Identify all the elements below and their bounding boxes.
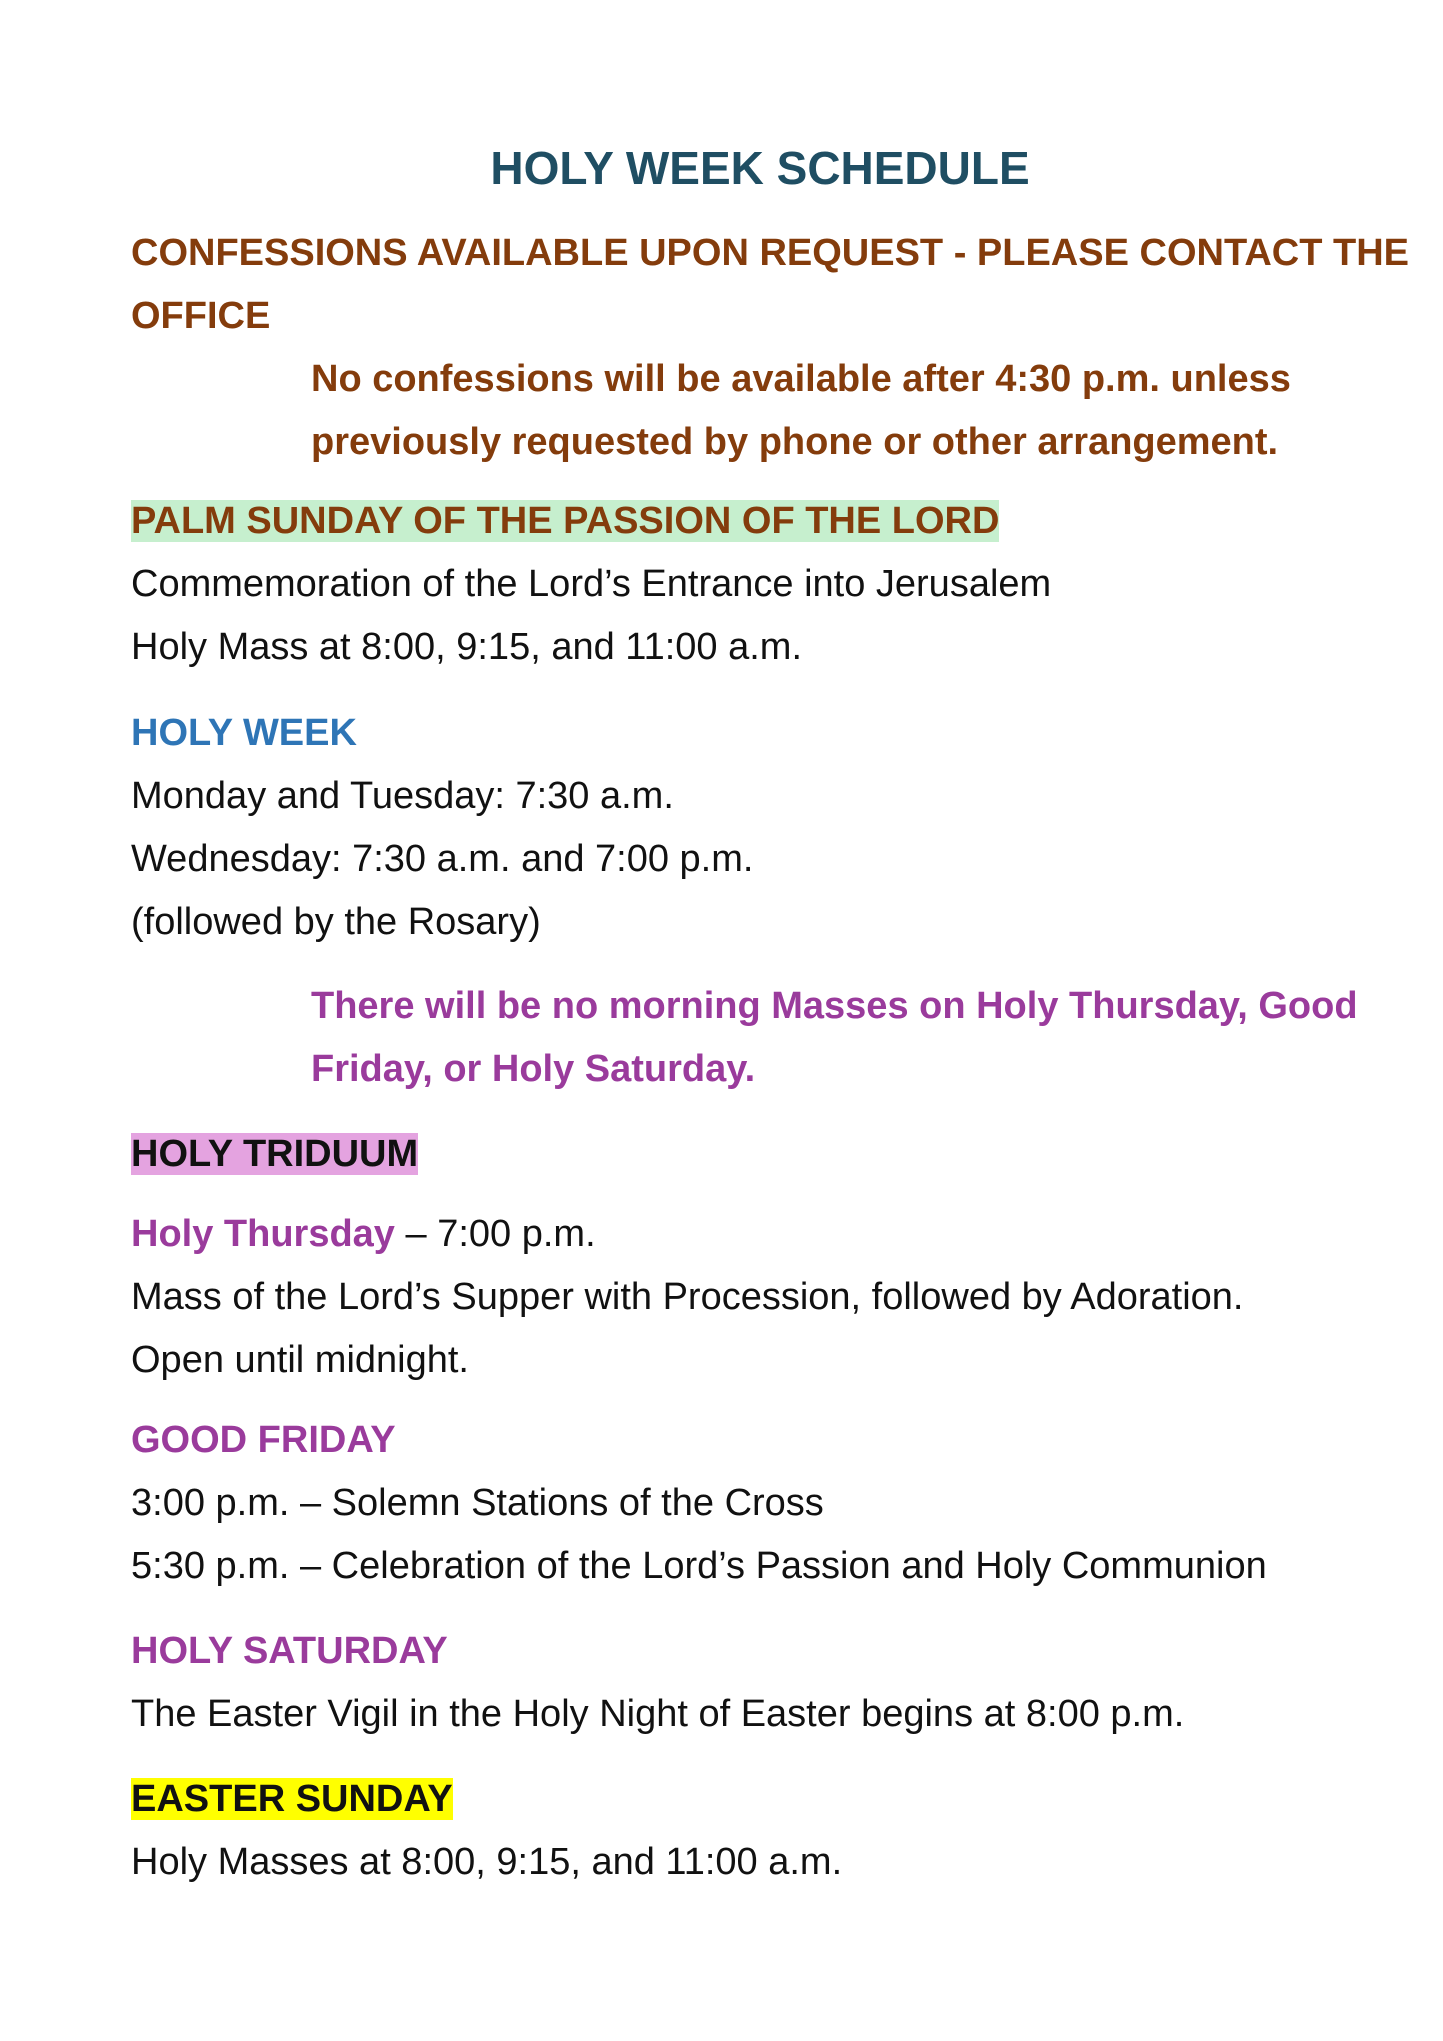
page-title: HOLY WEEK SCHEDULE [490,142,1030,194]
palm-sunday-heading-text: PALM SUNDAY OF THE PASSION OF THE LORD [131,500,1000,542]
palm-sunday-heading [131,498,999,544]
palm-sunday-line-2: Holy Mass at 8:00, 9:15, and 11:00 a.m. [131,626,803,668]
confessions-note-line-2: previously requested by phone or other arrangement. [311,421,1279,463]
holy-saturday-heading: HOLY SATURDAY [131,1630,448,1672]
good-friday-heading: GOOD FRIDAY [131,1419,396,1461]
holy-week-line-3: (followed by the Rosary) [131,901,541,943]
holy-week-note-line-1: There will be no morning Masses on Holy Thursday, Good [311,985,1358,1027]
holy-week-note-line-2: Friday, or Holy Saturday. [311,1048,756,1090]
holy-thursday-desc-line-1: Mass of the Lord’s Supper with Procession, followed by Adoration. [131,1276,1244,1318]
easter-sunday-heading-text: EASTER SUNDAY [131,1778,453,1820]
holy-thursday-time: – 7:00 p.m. [394,1213,596,1255]
easter-sunday-heading [131,1776,453,1822]
confessions-heading-line-2: OFFICE [131,295,271,337]
holy-thursday-desc-line-2: Open until midnight. [131,1339,469,1381]
holy-week-line-1: Monday and Tuesday: 7:30 a.m. [131,775,674,817]
triduum-heading-text: HOLY TRIDUUM [131,1133,419,1175]
good-friday-line-1: 3:00 p.m. – Solemn Stations of the Cross [131,1482,824,1524]
easter-sunday-line-1: Holy Masses at 8:00, 9:15, and 11:00 a.m. [131,1841,843,1883]
good-friday-line-2: 5:30 p.m. – Celebration of the Lord’s Passion and Holy Communion [131,1545,1267,1587]
holy-week-line-2: Wednesday: 7:30 a.m. and 7:00 p.m. [131,838,754,880]
holy-thursday-line [131,1211,596,1257]
confessions-note-line-1: No confessions will be available after 4:30 p.m. unless [311,358,1291,400]
holy-thursday-label: Holy Thursday [131,1213,395,1255]
confessions-heading-line-1: CONFESSIONS AVAILABLE UPON REQUEST - PLEASE CONTACT THE [131,232,1409,274]
holy-week-heading: HOLY WEEK [131,712,357,754]
palm-sunday-line-1: Commemoration of the Lord’s Entrance into Jerusalem [131,563,1052,605]
triduum-heading [131,1131,418,1177]
holy-saturday-line-1: The Easter Vigil in the Holy Night of Easter begins at 8:00 p.m. [131,1693,1185,1735]
